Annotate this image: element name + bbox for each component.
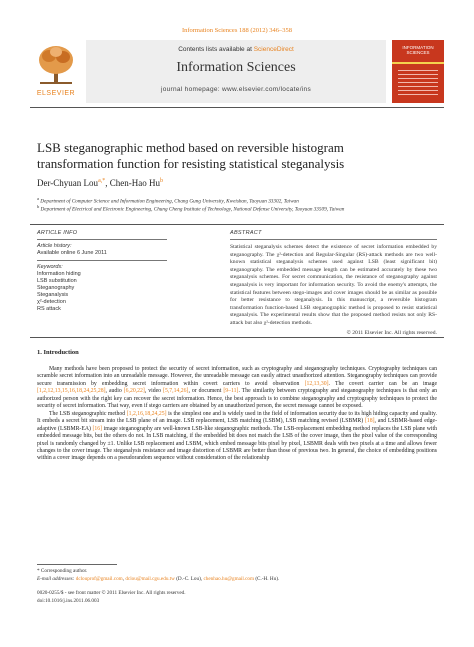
abstract bbox=[230, 230, 437, 336]
author-list bbox=[37, 178, 163, 188]
journal-cover-thumbnail[interactable] bbox=[392, 40, 444, 103]
abstract-divider bbox=[30, 337, 444, 338]
email-link[interactable]: dclou@mail.cgu.edu.tw bbox=[125, 576, 175, 582]
text-run: is the simplest one and is widely used in the field of information security due to its high hiding capacity and quality. It embeds a secret bit stream into the LSB plane of an image. LSB replacement, LSB matching (LSBM), LSB matching revised (LSBMR) bbox=[37, 410, 437, 425]
corresponding-label: Corresponding author. bbox=[40, 568, 88, 574]
footnote-marker: * bbox=[37, 568, 40, 574]
email-owner: (C.-H. Hu). bbox=[254, 576, 280, 582]
citation-link[interactable]: [9–11] bbox=[223, 388, 239, 395]
elsevier-logo[interactable] bbox=[30, 40, 82, 103]
abstract-heading: ABSTRACT bbox=[230, 230, 262, 236]
text-run: image steganography are well-known LSB-like steganographic methods. The LSB-replacement embedding method replaces the LSB plane with embedded message bits, but the others do not. In LSB matching, if the embedded bit does not match the LSB of the cover image, then the pixel value of the corresponding pixel is randomly changed by ±1. Unlike LSB replacement and LSBM, which embed message bits pixel by pixel, LSBMR deals with two pixels at a time and allows fewer changes to the cover image. The steganalysis resistance and image distortion of LSBMR are better than those of previous two. In general, the choice of embedding positions within a cover image depends on a pseudorandom sequence without consideration of the relationship bbox=[37, 425, 437, 462]
journal-name[interactable]: Information Sciences bbox=[176, 60, 296, 75]
keyword-item: LSB substitution bbox=[37, 278, 77, 284]
journal-homepage[interactable]: journal homepage: www.elsevier.com/locate/ins bbox=[160, 86, 312, 93]
affiliation-divider bbox=[30, 224, 444, 225]
email-separator: , bbox=[122, 576, 126, 582]
keywords-rule bbox=[37, 260, 167, 261]
text-run: , video bbox=[144, 388, 164, 395]
abstract-copyright: © 2011 Elsevier Inc. All rights reserved. bbox=[346, 329, 437, 336]
text-run: Many methods have been proposed to protect the security of secret information, such as cryptography and steganography techniques. Cryptography techniques can scramble secret information into an unreadable message. However, the unreadable message can easily attract unauthorized attention. Steganography techniques can provide secure transmission by embedding secret information within covert carriers to avoid observation bbox=[37, 366, 437, 387]
history-value: Available online 6 June 2011 bbox=[37, 250, 107, 256]
footnote-divider bbox=[37, 564, 117, 565]
journal-reference[interactable]: Information Sciences 188 (2012) 346–358 bbox=[181, 27, 293, 34]
section-heading-introduction: 1. Introduction bbox=[37, 349, 79, 356]
abstract-rule bbox=[230, 239, 437, 240]
title-line-2: transformation function for resisting statistical steganalysis bbox=[37, 156, 345, 171]
abstract-body: Statistical steganalysis schemes detect the existence of secret information embedded by steganography. The χ²-detection and Regular-Singular (RS)-attack methods are two well-known statistical steganalysis schemes used against LSB (least significant bit) steganography. The embedded message length can be estimated accurately by these two steganalysis schemes. For secret communication, the resistance of steganography against steganalysis is very important for information security. To avoid the enemy's attempts, the statistical features between stego-images and cover images should be as similar as possible for better resistance to steganalysis. In this manuscript, a reversible histogram transformation function-based LSB steganographic method is proposed to resist statistical steganalysis. The experimental results show that the proposed method resists not only RS-attack but also χ²-detection methods. bbox=[230, 244, 437, 326]
footnote-emails bbox=[37, 576, 279, 582]
text-run: , or document bbox=[188, 388, 224, 395]
citation-link[interactable]: [12,13,30] bbox=[304, 380, 329, 387]
contents-prefix: Contents lists available at bbox=[178, 46, 254, 53]
article-info-rule bbox=[37, 239, 167, 240]
contents-line bbox=[86, 46, 386, 53]
title-line-1: LSB steganographic method based on reversible histogram bbox=[37, 140, 344, 155]
paragraph bbox=[37, 411, 437, 463]
article-info-heading: ARTICLE INFO bbox=[37, 230, 78, 236]
keyword-item: χ²-detection bbox=[37, 299, 66, 305]
author-1[interactable]: Der-Chyuan Lou bbox=[37, 178, 99, 188]
citation-link[interactable]: [5,7,14,26] bbox=[163, 388, 189, 395]
email-link[interactable]: chenhao.hu@gmail.com bbox=[203, 576, 255, 582]
author-2[interactable]: Chen-Hao Hu bbox=[109, 178, 160, 188]
affiliation-b-text: Department of Electrical and Electronic Engineering, Chung Cheng Institute of Technology, National Defense University, Taoyuan 33509, Taiwan bbox=[40, 206, 345, 213]
affiliation-a-marker: a bbox=[37, 196, 39, 201]
cover-lines bbox=[398, 70, 438, 98]
header-divider bbox=[30, 107, 444, 108]
email-link[interactable]: dclouprof@gmail.com bbox=[75, 576, 123, 582]
citation-link[interactable]: [18] bbox=[364, 418, 375, 425]
publisher-logo-text: ELSEVIER bbox=[36, 90, 76, 97]
author-separator: , bbox=[105, 178, 110, 188]
text-run: , audio bbox=[105, 388, 124, 395]
cover-title: INFORMATION SCIENCES bbox=[402, 45, 434, 55]
tree-icon bbox=[36, 44, 76, 86]
citation-link[interactable]: [1,2,16,18,24,25] bbox=[126, 410, 167, 417]
email-owner: (D.-C. Lou), bbox=[174, 576, 204, 582]
author-1-affiliation-marker[interactable]: a,* bbox=[98, 178, 106, 184]
affiliation-a-text: Department of Computer Science and Information Engineering, Chang Gung University, Kweishan, Taoyuan 33302, Taiwan bbox=[40, 198, 299, 205]
journal-header bbox=[30, 40, 444, 103]
email-label: E-mail addresses: bbox=[37, 576, 76, 582]
history-label: Article history: bbox=[37, 243, 72, 249]
keywords-label: Keywords: bbox=[37, 264, 63, 270]
keyword-item: Steganography bbox=[37, 285, 75, 291]
keyword-item: Steganalysis bbox=[37, 292, 69, 298]
article-title bbox=[37, 140, 437, 172]
footnote-corresponding bbox=[37, 568, 87, 574]
doi-link[interactable]: doi:10.1016/j.ins.2011.06.003 bbox=[37, 598, 100, 604]
affiliation-b bbox=[37, 204, 344, 213]
citation-link[interactable]: [6,20,22] bbox=[123, 388, 145, 395]
text-run: . The covert carrier can be an image bbox=[328, 380, 437, 387]
paragraph bbox=[37, 366, 437, 411]
keyword-item: RS attack bbox=[37, 306, 61, 312]
author-2-affiliation-marker[interactable]: b bbox=[159, 178, 163, 184]
text-run: The LSB steganographic method bbox=[49, 410, 127, 417]
affiliation-b-marker: b bbox=[37, 204, 40, 209]
introduction-body bbox=[37, 366, 437, 463]
text-run: , and LSBMR-based edge-adaptive (LSBMR-EA) bbox=[37, 418, 437, 432]
citation-link[interactable]: [1,2,12,13,15,16,18,24,25,28] bbox=[37, 388, 106, 395]
keyword-item: Information hiding bbox=[37, 271, 81, 277]
issn-line: 0020-0255/$ - see front matter © 2011 Elsevier Inc. All rights reserved. bbox=[37, 590, 186, 596]
article-info bbox=[37, 230, 167, 313]
citation-link[interactable]: [16] bbox=[92, 425, 103, 432]
sciencedirect-link[interactable]: ScienceDirect bbox=[253, 46, 294, 53]
journal-banner bbox=[86, 40, 386, 103]
text-run: . The similarity between cryptography and steganography techniques is that only an authorized person with the right key can recover the secret information. Hence, the best approach is to combine steganography and cryptography techniques to protect the security of secret information. That way, even if stego carriers are obtained by an unauthorized person, the secret message cannot be exposed. bbox=[37, 388, 438, 410]
cover-band bbox=[392, 62, 444, 64]
